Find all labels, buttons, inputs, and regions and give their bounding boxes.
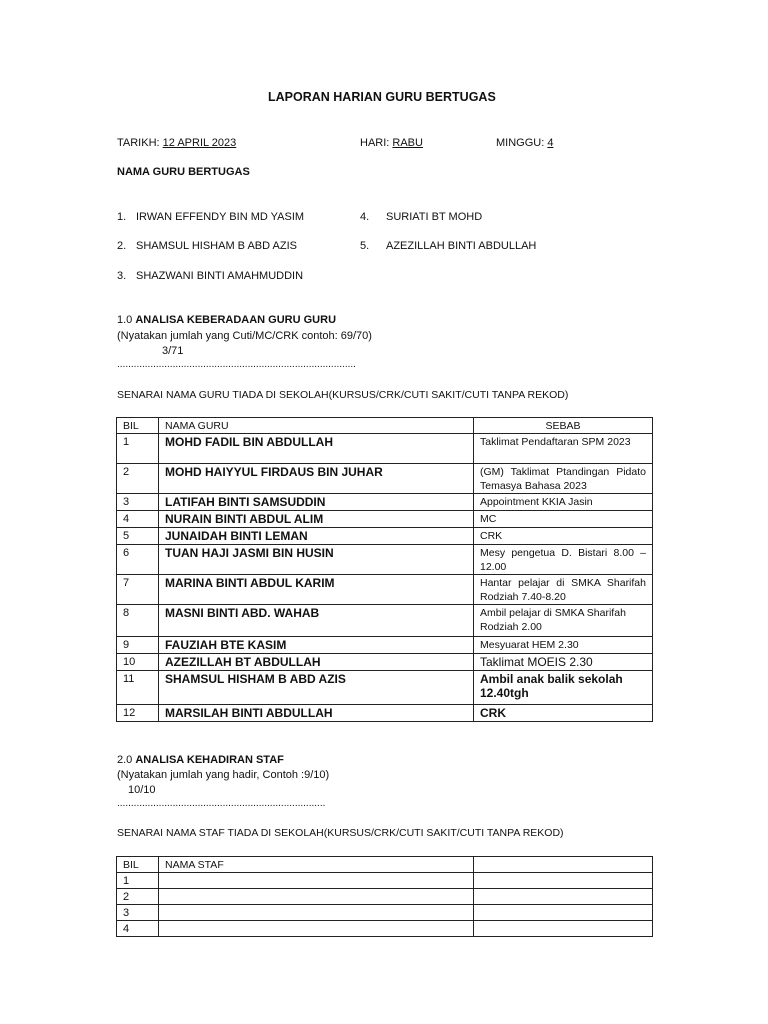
duty-teacher-name: AZEZILLAH BINTI ABDULLAH: [386, 240, 537, 252]
row-reason: Ambil anak balik sekolah 12.40tgh: [474, 671, 653, 705]
duty-teacher-name: SHAMSUL HISHAM B ABD AZIS: [136, 240, 297, 252]
row-bil: 3: [117, 905, 159, 921]
row-reason: [474, 905, 653, 921]
table-row: [117, 705, 653, 722]
row-reason: CRK: [474, 528, 653, 545]
absent-staff-table: [116, 856, 653, 937]
header-name: NAMA STAF: [159, 857, 474, 873]
row-bil: 3: [117, 494, 159, 511]
table-row: [117, 637, 653, 654]
duty-teacher-num: 4.: [360, 211, 370, 223]
table-row: [117, 873, 653, 889]
table-row: [117, 671, 653, 705]
row-name: [159, 921, 474, 937]
table-row: [117, 434, 653, 464]
row-name: [159, 889, 474, 905]
duty-teacher-item: [360, 240, 536, 252]
row-name: MOHD FADIL BIN ABDULLAH: [159, 434, 474, 464]
table-row: [117, 528, 653, 545]
row-bil: 11: [117, 671, 159, 705]
row-bil: 7: [117, 575, 159, 605]
date-value: 12 APRIL 2023: [162, 137, 237, 149]
row-name: MARINA BINTI ABDUL KARIM: [159, 575, 474, 605]
row-reason: Ambil pelajar di SMKA Sharifah Rodziah 2.00: [474, 605, 653, 637]
section1-number: 1.0: [117, 314, 133, 326]
row-reason: Taklimat Pendaftaran SPM 2023: [474, 434, 653, 464]
table-header-row: [117, 418, 653, 434]
row-reason: CRK: [474, 705, 653, 722]
absent-teachers-table: [116, 417, 653, 722]
row-name: FAUZIAH BTE KASIM: [159, 637, 474, 654]
section2-heading: [117, 754, 284, 766]
row-reason: Mesyuarat HEM 2.30: [474, 637, 653, 654]
row-reason: [474, 921, 653, 937]
list2-heading: SENARAI NAMA STAF TIADA DI SEKOLAH(KURSUS/CRK/CUTI SAKIT/CUTI TANPA REKOD): [117, 827, 564, 839]
section1-title: ANALISA KEBERADAAN GURU GURU: [135, 314, 337, 326]
row-name: [159, 905, 474, 921]
table-row: [117, 494, 653, 511]
row-bil: 2: [117, 889, 159, 905]
header-bil: BIL: [117, 418, 159, 434]
row-name: [159, 873, 474, 889]
duty-teacher-item: [360, 211, 482, 223]
date-field: [117, 137, 236, 149]
date-label: TARIKH:: [117, 137, 160, 149]
day-field: [360, 137, 423, 149]
row-name: MARSILAH BINTI ABDULLAH: [159, 705, 474, 722]
row-bil: 2: [117, 464, 159, 494]
list1-heading: SENARAI NAMA GURU TIADA DI SEKOLAH(KURSUS/CRK/CUTI SAKIT/CUTI TANPA REKOD): [117, 389, 569, 401]
table-row: [117, 921, 653, 937]
row-name: NURAIN BINTI ABDUL ALIM: [159, 511, 474, 528]
row-name: SHAMSUL HISHAM B ABD AZIS: [159, 671, 474, 705]
week-value: 4: [547, 137, 554, 149]
table-row: [117, 545, 653, 575]
section1-value: 3/71: [162, 345, 184, 357]
row-reason: Appointment KKIA Jasin: [474, 494, 653, 511]
row-reason: Mesy pengetua D. Bistari 8.00 – 12.00: [474, 545, 653, 575]
row-name: AZEZILLAH BT ABDULLAH: [159, 654, 474, 671]
table-row: [117, 511, 653, 528]
header-reason: [474, 857, 653, 873]
row-bil: 9: [117, 637, 159, 654]
section2-note: (Nyatakan jumlah yang hadir, Contoh :9/10): [117, 769, 330, 781]
section2-title: ANALISA KEHADIRAN STAF: [135, 754, 284, 766]
row-bil: 8: [117, 605, 159, 637]
duty-teacher-name: SHAZWANI BINTI AMAHMUDDIN: [136, 270, 304, 282]
row-reason: [474, 873, 653, 889]
row-name: TUAN HAJI JASMI BIN HUSIN: [159, 545, 474, 575]
row-bil: 1: [117, 434, 159, 464]
duty-teacher-item: [117, 270, 303, 282]
duty-teacher-item: [117, 211, 304, 223]
duty-teacher-name: IRWAN EFFENDY BIN MD YASIM: [136, 211, 305, 223]
table-row: [117, 654, 653, 671]
row-reason: (GM) Taklimat Ptandingan Pidato Temasya Bahasa 2023: [474, 464, 653, 494]
row-bil: 4: [117, 921, 159, 937]
row-reason: [474, 889, 653, 905]
table-row: [117, 905, 653, 921]
duty-teacher-num: 2.: [117, 240, 127, 252]
section2-value: 10/10: [128, 784, 156, 796]
duty-teacher-num: 5.: [360, 240, 370, 252]
week-label: MINGGU:: [496, 137, 545, 149]
header-reason: SEBAB: [474, 418, 653, 434]
table-header-row: [117, 857, 653, 873]
row-bil: 4: [117, 511, 159, 528]
duty-teacher-item: [117, 240, 297, 252]
row-bil: 5: [117, 528, 159, 545]
duty-teacher-num: 1.: [117, 211, 127, 223]
section2-number: 2.0: [117, 754, 133, 766]
row-name: MASNI BINTI ABD. WAHAB: [159, 605, 474, 637]
table-row: [117, 575, 653, 605]
duty-heading: NAMA GURU BERTUGAS: [117, 166, 250, 178]
header-name: NAMA GURU: [159, 418, 474, 434]
table-row: [117, 889, 653, 905]
row-reason: Taklimat MOEIS 2.30: [474, 654, 653, 671]
day-label: HARI:: [360, 137, 390, 149]
duty-teacher-name: SURIATI BT MOHD: [386, 211, 483, 223]
row-bil: 12: [117, 705, 159, 722]
row-reason: MC: [474, 511, 653, 528]
header-bil: BIL: [117, 857, 159, 873]
row-bil: 1: [117, 873, 159, 889]
section1-note: (Nyatakan jumlah yang Cuti/MC/CRK contoh: 69/70): [117, 330, 372, 342]
row-name: MOHD HAIYYUL FIRDAUS BIN JUHAR: [159, 464, 474, 494]
section1-heading: [117, 314, 336, 326]
row-name: JUNAIDAH BINTI LEMAN: [159, 528, 474, 545]
row-bil: 10: [117, 654, 159, 671]
row-reason: Hantar pelajar di SMKA Sharifah Rodziah 7.40-8.20: [474, 575, 653, 605]
section1-dots: ......................................................................................: [117, 359, 356, 370]
table-row: [117, 464, 653, 494]
report-title: LAPORAN HARIAN GURU BERTUGAS: [268, 90, 496, 104]
row-name: LATIFAH BINTI SAMSUDDIN: [159, 494, 474, 511]
section2-dots: ...........................................................................: [117, 798, 326, 809]
table-row: [117, 605, 653, 637]
duty-teacher-num: 3.: [117, 270, 127, 282]
row-bil: 6: [117, 545, 159, 575]
week-field: [496, 137, 553, 149]
day-value: RABU: [392, 137, 423, 149]
